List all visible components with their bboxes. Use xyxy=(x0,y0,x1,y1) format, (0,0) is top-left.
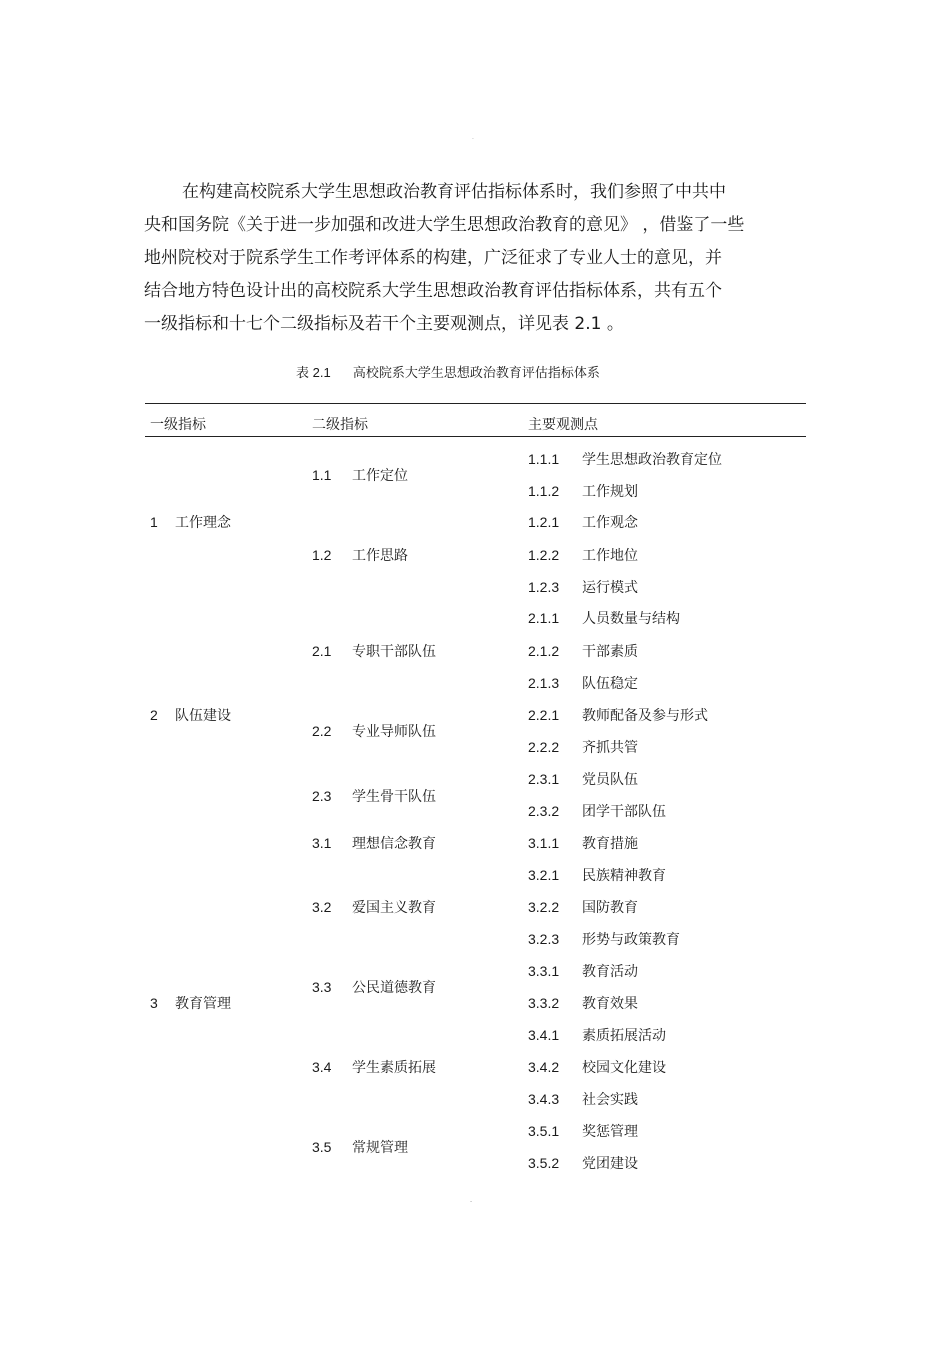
level2-name: 理想信念教育 xyxy=(352,836,436,852)
table-top-rule xyxy=(145,403,806,404)
level2-code: 2.3 xyxy=(312,788,332,804)
level2-name: 常规管理 xyxy=(352,1140,408,1156)
table-header-rule xyxy=(145,436,806,437)
point-code: 3.2.2 xyxy=(528,899,560,915)
point-name: 形势与政策教育 xyxy=(582,932,680,948)
point-name: 干部素质 xyxy=(582,644,638,660)
page-mark-top: · xyxy=(472,136,474,143)
table-caption-label: 表 2.1 xyxy=(296,365,331,380)
point-row xyxy=(528,1121,638,1141)
point-name: 队伍稳定 xyxy=(582,676,638,692)
point-row xyxy=(528,608,680,628)
point-row xyxy=(528,705,708,725)
point-name: 党员队伍 xyxy=(582,772,638,788)
point-name: 民族精神教育 xyxy=(582,868,666,884)
point-code: 1.1.1 xyxy=(528,451,560,467)
point-name: 校园文化建设 xyxy=(582,1060,666,1076)
point-row xyxy=(528,833,638,853)
point-name: 素质拓展活动 xyxy=(582,1028,666,1044)
level2-row xyxy=(312,721,436,741)
point-code: 3.1.1 xyxy=(528,835,560,851)
point-row xyxy=(528,449,722,469)
point-name: 工作观念 xyxy=(582,515,638,531)
level2-row xyxy=(312,545,408,565)
point-row xyxy=(528,481,638,501)
level2-row xyxy=(312,786,436,806)
level2-name: 公民道德教育 xyxy=(352,980,436,996)
point-code: 1.2.2 xyxy=(528,547,560,563)
level2-name: 学生骨干队伍 xyxy=(352,789,436,805)
page-mark-bottom: - xyxy=(470,1198,473,1205)
paragraph-line: 在构建高校院系大学生思想政治教育评估指标体系时，我们参照了中共中 xyxy=(182,182,726,202)
point-code: 2.2.1 xyxy=(528,707,560,723)
level2-code: 3.1 xyxy=(312,835,332,851)
table-caption-title: 高校院系大学生思想政治教育评估指标体系 xyxy=(352,366,600,381)
level2-row xyxy=(312,977,436,997)
point-name: 工作规划 xyxy=(582,484,638,500)
paragraph-line: 结合地方特色设计出的高校院系大学生思想政治教育评估指标体系，共有五个 xyxy=(144,281,722,301)
point-name: 人员数量与结构 xyxy=(582,611,680,627)
level2-row xyxy=(312,641,436,661)
level2-row xyxy=(312,897,436,917)
level2-name: 专职干部队伍 xyxy=(352,644,436,660)
level2-name: 工作定位 xyxy=(352,468,408,484)
level1-name: 队伍建设 xyxy=(175,708,231,724)
level1-row xyxy=(150,512,231,532)
level2-row xyxy=(312,833,436,853)
point-name: 社会实践 xyxy=(582,1092,638,1108)
level1-code: 1 xyxy=(150,514,158,530)
point-row xyxy=(528,801,666,821)
point-code: 3.5.1 xyxy=(528,1123,560,1139)
point-row xyxy=(528,1089,638,1109)
point-row xyxy=(528,641,638,661)
level2-name: 学生素质拓展 xyxy=(352,1060,436,1076)
point-name: 奖惩管理 xyxy=(582,1124,638,1140)
level2-name: 专业导师队伍 xyxy=(352,724,436,740)
level2-code: 3.5 xyxy=(312,1139,332,1155)
point-code: 2.1.1 xyxy=(528,610,560,626)
point-name: 教育效果 xyxy=(582,996,638,1012)
point-name: 工作地位 xyxy=(582,548,638,564)
point-row xyxy=(528,673,638,693)
level2-code: 3.3 xyxy=(312,979,332,995)
point-row xyxy=(528,1153,638,1173)
header-level2: 二级指标 xyxy=(312,417,368,433)
paragraph-line: 地州院校对于院系学生工作考评体系的构建，广泛征求了专业人士的意见，并 xyxy=(144,248,722,268)
point-name: 团学干部队伍 xyxy=(582,804,666,820)
point-name: 党团建设 xyxy=(582,1156,638,1172)
point-row xyxy=(528,929,680,949)
point-code: 3.4.2 xyxy=(528,1059,560,1075)
paragraph-line: 一级指标和十七个二级指标及若干个主要观测点，详见表 2.1 。 xyxy=(144,314,624,334)
point-code: 3.4.1 xyxy=(528,1027,560,1043)
level2-row xyxy=(312,465,408,485)
level2-code: 2.1 xyxy=(312,643,332,659)
point-code: 2.1.3 xyxy=(528,675,560,691)
level2-row xyxy=(312,1137,408,1157)
paragraph-line: 央和国务院《关于进一步加强和改进大学生思想政治教育的意见》 ，借鉴了一些 xyxy=(144,215,745,235)
level2-code: 1.2 xyxy=(312,547,332,563)
point-row xyxy=(528,512,638,532)
point-code: 2.3.1 xyxy=(528,771,560,787)
point-code: 3.3.1 xyxy=(528,963,560,979)
point-code: 3.3.2 xyxy=(528,995,560,1011)
point-row xyxy=(528,961,638,981)
point-row xyxy=(528,545,638,565)
point-code: 2.1.2 xyxy=(528,643,560,659)
point-code: 3.2.1 xyxy=(528,867,560,883)
header-level1: 一级指标 xyxy=(150,417,206,433)
point-name: 学生思想政治教育定位 xyxy=(582,452,722,468)
level2-name: 爱国主义教育 xyxy=(352,900,436,916)
level1-code: 2 xyxy=(150,707,158,723)
level1-name: 工作理念 xyxy=(175,515,231,531)
point-code: 2.3.2 xyxy=(528,803,560,819)
point-code: 3.4.3 xyxy=(528,1091,560,1107)
point-code: 1.2.1 xyxy=(528,514,560,530)
level1-row xyxy=(150,993,231,1013)
level2-code: 3.2 xyxy=(312,899,332,915)
level2-code: 2.2 xyxy=(312,723,332,739)
table-caption xyxy=(296,362,600,381)
point-row xyxy=(528,737,638,757)
level1-name: 教育管理 xyxy=(175,996,231,1012)
point-name: 运行模式 xyxy=(582,580,638,596)
point-code: 3.2.3 xyxy=(528,931,560,947)
point-name: 教育活动 xyxy=(582,964,638,980)
level2-row xyxy=(312,1057,436,1077)
point-name: 齐抓共管 xyxy=(582,740,638,756)
level2-code: 3.4 xyxy=(312,1059,332,1075)
point-row xyxy=(528,865,666,885)
level2-name: 工作思路 xyxy=(352,548,408,564)
point-row xyxy=(528,769,638,789)
point-code: 2.2.2 xyxy=(528,739,560,755)
point-row xyxy=(528,1025,666,1045)
point-name: 国防教育 xyxy=(582,900,638,916)
level1-code: 3 xyxy=(150,995,158,1011)
point-name: 教育措施 xyxy=(582,836,638,852)
level1-row xyxy=(150,705,231,725)
point-code: 1.1.2 xyxy=(528,483,560,499)
point-row xyxy=(528,993,638,1013)
point-row xyxy=(528,577,638,597)
point-code: 3.5.2 xyxy=(528,1155,560,1171)
level2-code: 1.1 xyxy=(312,467,332,483)
point-row xyxy=(528,1057,666,1077)
point-name: 教师配备及参与形式 xyxy=(582,708,708,724)
point-code: 1.2.3 xyxy=(528,579,560,595)
point-row xyxy=(528,897,638,917)
header-points: 主要观测点 xyxy=(528,417,598,433)
